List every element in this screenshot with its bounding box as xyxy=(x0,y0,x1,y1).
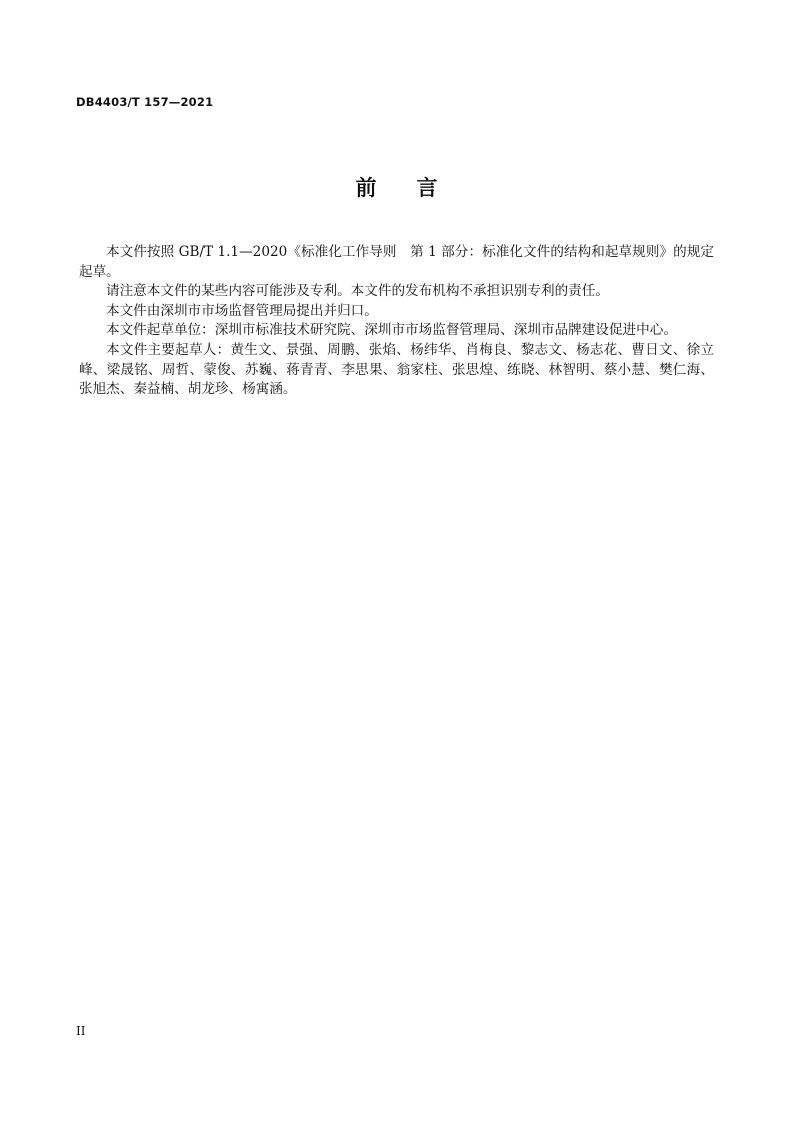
paragraph-proposer: 本文件由深圳市市场监督管理局提出并归口。 xyxy=(106,302,378,319)
title-char-2: 言 xyxy=(416,176,438,200)
title-char-1: 前 xyxy=(355,176,377,200)
paragraph-drafting-units: 本文件起草单位：深圳市标准技术研究院、深圳市市场监督管理局、深圳市品牌建设促进中心。 xyxy=(106,322,677,339)
document-code: DB4403/T 157—2021 xyxy=(76,95,214,109)
page-title xyxy=(0,172,793,202)
paragraph-drafting-basis: 本文件按照 GB/T 1.1—2020《标准化工作导则 第 1 部分：标准化文件的结构和起草规则》的规定起草。 xyxy=(79,244,714,280)
page-number: II xyxy=(76,1024,86,1038)
foreword-body xyxy=(79,243,714,400)
paragraph-drafters: 本文件主要起草人：黄生文、景强、周鹏、张焰、杨纬华、肖梅良、黎志文、杨志花、曹日文、徐立峰、梁晟铭、周哲、蒙俊、苏巍、蒋青青、李思果、翁家柱、张思煌、练晓、林智明、蔡小慧、樊仁海、张旭杰、秦益楠、胡龙珍、杨寓涵。 xyxy=(79,341,714,398)
paragraph-patent-notice: 请注意本文件的某些内容可能涉及专利。本文件的发布机构不承担识别专利的责任。 xyxy=(106,283,609,300)
